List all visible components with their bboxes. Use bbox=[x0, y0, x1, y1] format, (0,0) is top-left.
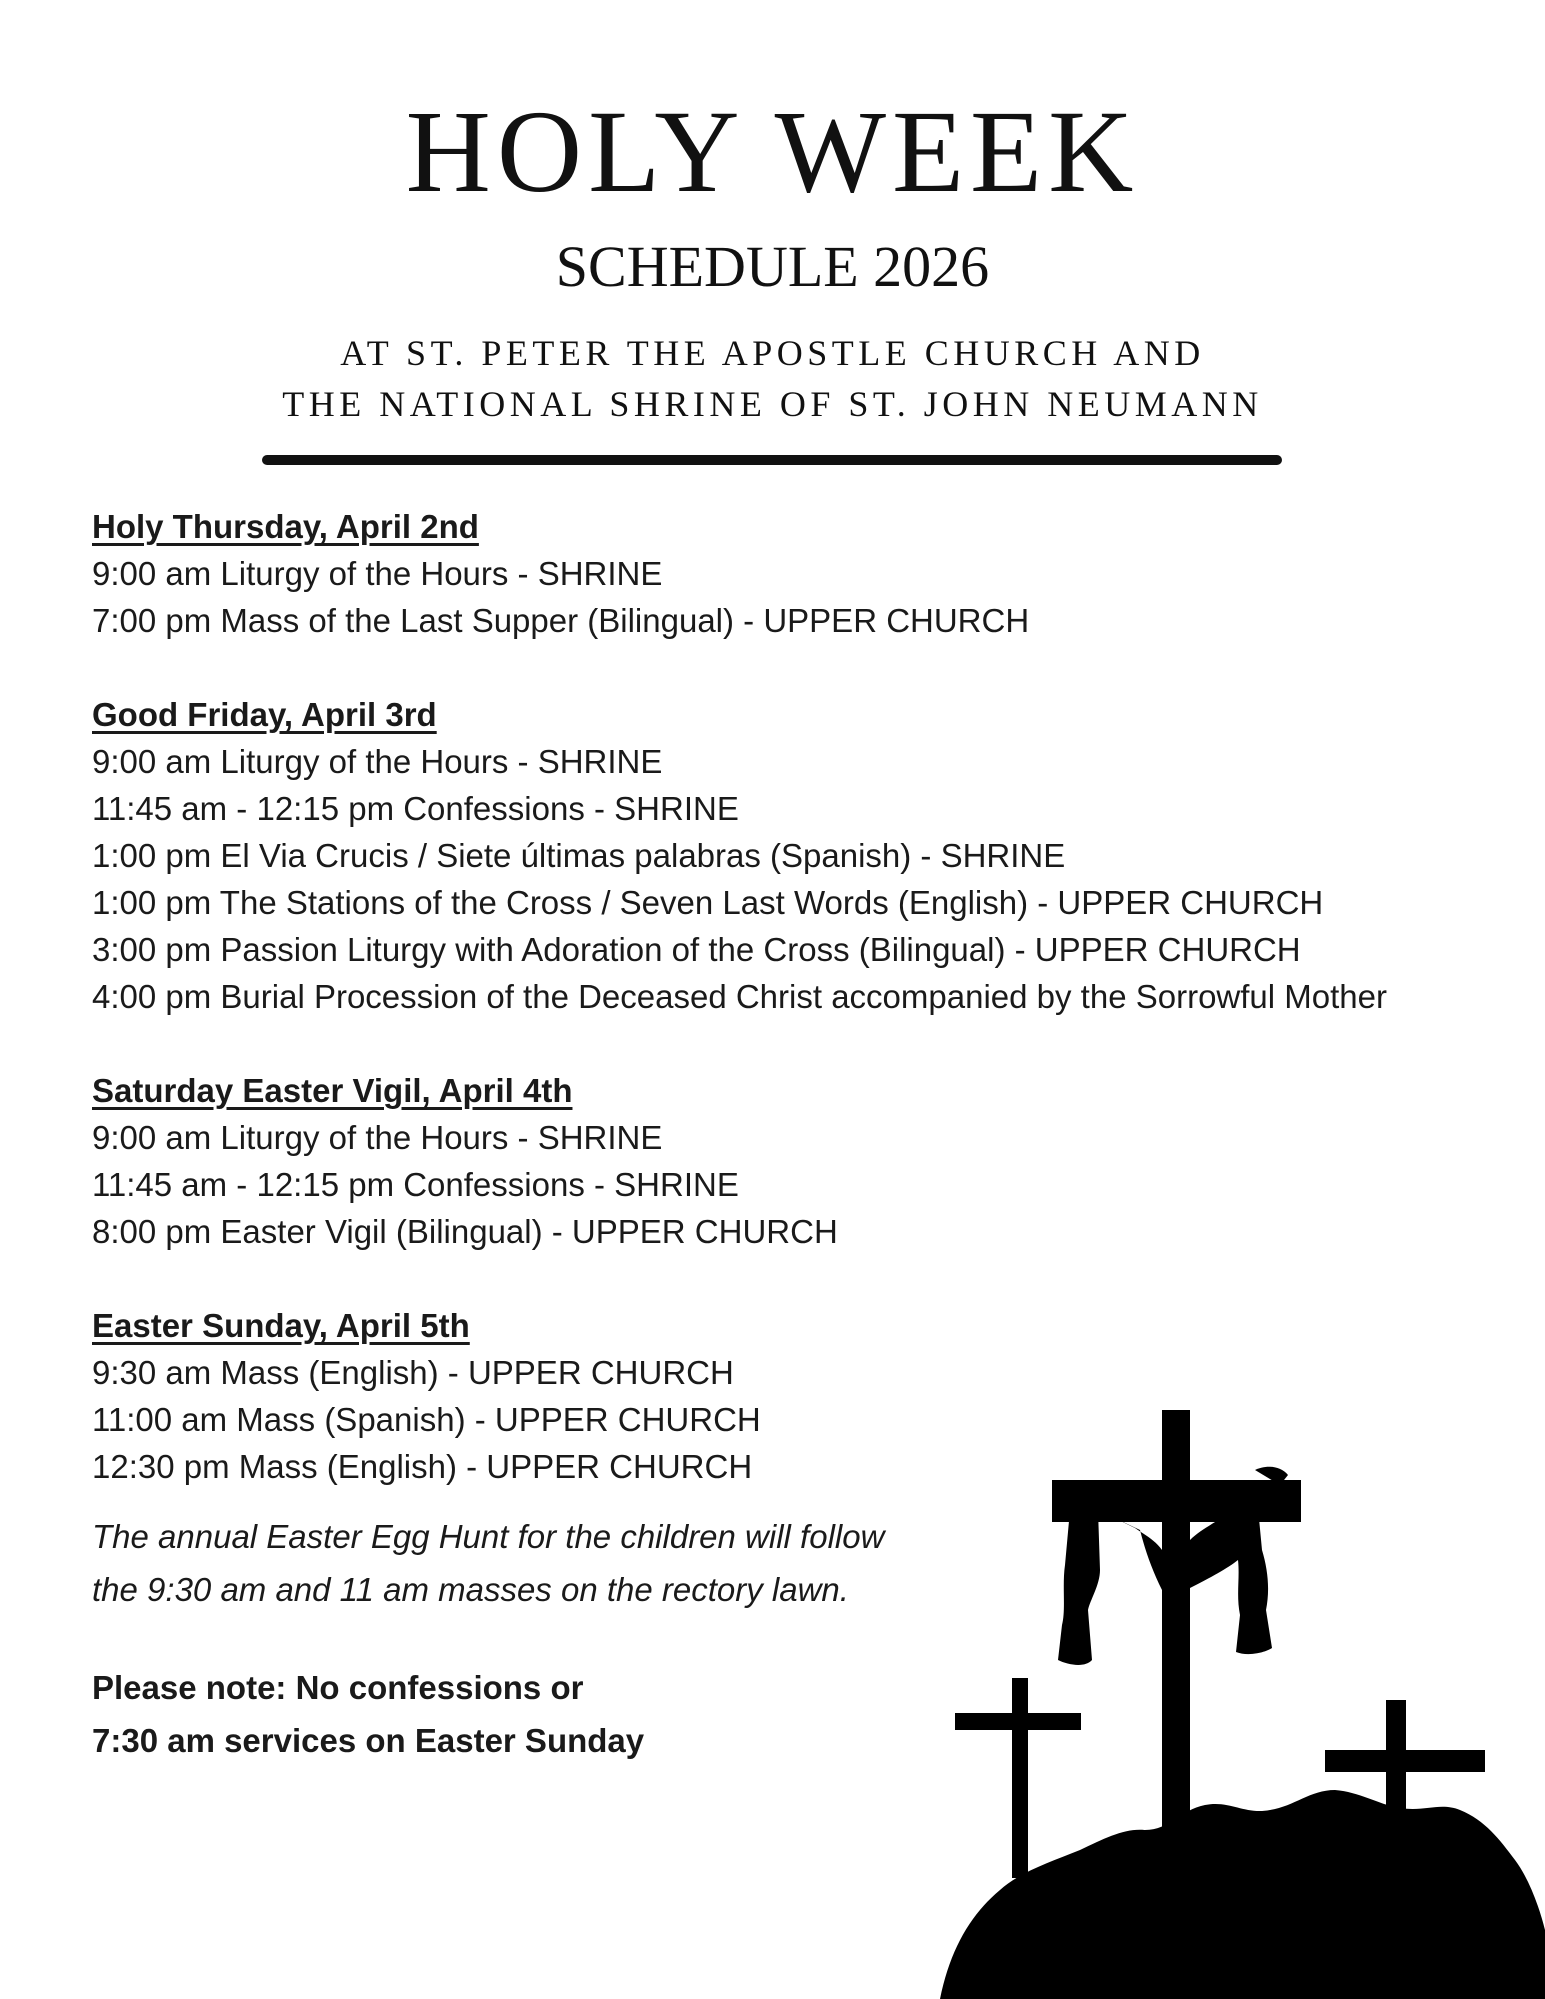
day-heading: Holy Thursday, April 2nd bbox=[92, 508, 479, 545]
schedule-event: 9:00 am Liturgy of the Hours - SHRINE bbox=[92, 1119, 663, 1156]
schedule-event: 7:00 pm Mass of the Last Supper (Bilingual) - UPPER CHURCH bbox=[92, 602, 1030, 639]
schedule-event: 11:00 am Mass (Spanish) - UPPER CHURCH bbox=[92, 1401, 761, 1438]
page-title: HOLY WEEK bbox=[405, 86, 1140, 217]
day-good-friday bbox=[92, 691, 1492, 1020]
day-holy-thursday bbox=[92, 503, 1492, 644]
location-line-1: AT ST. PETER THE APOSTLE CHURCH AND bbox=[340, 333, 1205, 373]
schedule-event: 1:00 pm El Via Crucis / Siete últimas palabras (Spanish) - SHRINE bbox=[92, 837, 1066, 874]
day-heading: Good Friday, April 3rd bbox=[92, 696, 437, 733]
header-divider bbox=[262, 455, 1282, 465]
schedule-event: 12:30 pm Mass (English) - UPPER CHURCH bbox=[92, 1448, 753, 1485]
day-heading: Saturday Easter Vigil, April 4th bbox=[92, 1072, 573, 1109]
schedule-event: 4:00 pm Burial Procession of the Deceased Christ accompanied by the Sorrowful Mother bbox=[92, 978, 1387, 1015]
schedule-event: 9:30 am Mass (English) - UPPER CHURCH bbox=[92, 1354, 734, 1391]
location-line-2: THE NATIONAL SHRINE OF ST. JOHN NEUMANN bbox=[282, 384, 1263, 424]
schedule-event: 11:45 am - 12:15 pm Confessions - SHRINE bbox=[92, 1166, 739, 1203]
page-subtitle: SCHEDULE 2026 bbox=[555, 234, 990, 299]
schedule-event: 9:00 am Liturgy of the Hours - SHRINE bbox=[92, 743, 663, 780]
schedule-event: 11:45 am - 12:15 pm Confessions - SHRINE bbox=[92, 790, 739, 827]
please-note-line-2: 7:30 am services on Easter Sunday bbox=[92, 1722, 645, 1759]
day-heading: Easter Sunday, April 5th bbox=[92, 1307, 470, 1344]
egg-hunt-line-2: the 9:30 am and 11 am masses on the rectory lawn. bbox=[92, 1571, 849, 1608]
egg-hunt-line-1: The annual Easter Egg Hunt for the children will follow bbox=[92, 1518, 885, 1555]
three-crosses-silhouette-icon bbox=[940, 1410, 1545, 1999]
day-easter-vigil bbox=[92, 1067, 1492, 1255]
schedule-event: 9:00 am Liturgy of the Hours - SHRINE bbox=[92, 555, 663, 592]
please-note-line-1: Please note: No confessions or bbox=[92, 1669, 584, 1706]
schedule-event: 1:00 pm The Stations of the Cross / Seven Last Words (English) - UPPER CHURCH bbox=[92, 884, 1324, 921]
schedule-event: 8:00 pm Easter Vigil (Bilingual) - UPPER CHURCH bbox=[92, 1213, 838, 1250]
schedule-event: 3:00 pm Passion Liturgy with Adoration of the Cross (Bilingual) - UPPER CHURCH bbox=[92, 931, 1301, 968]
